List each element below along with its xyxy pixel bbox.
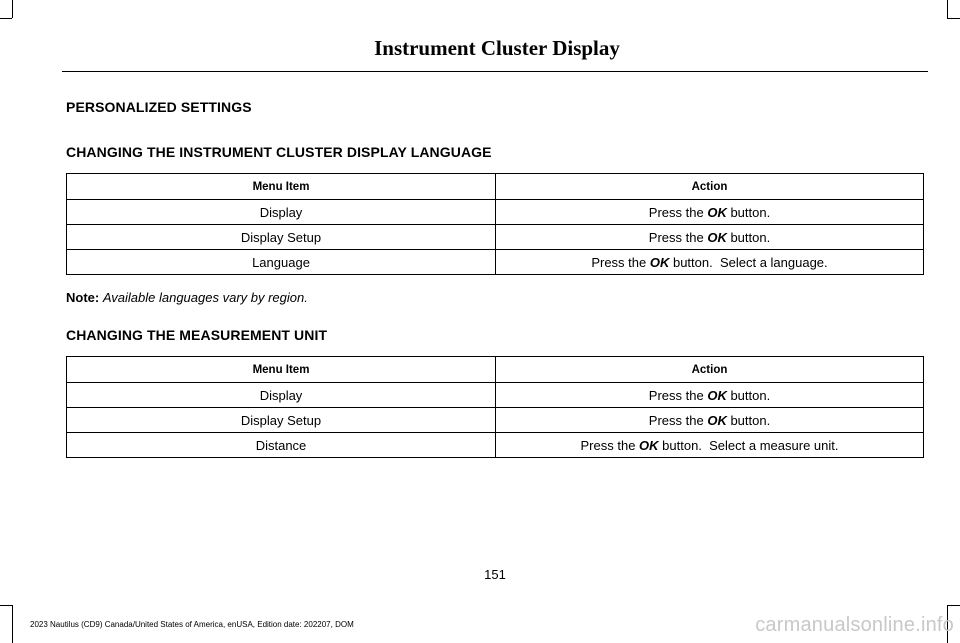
column-header: Menu Item xyxy=(67,357,496,383)
action-cell xyxy=(496,433,924,458)
page-header-title: Instrument Cluster Display xyxy=(374,36,620,60)
table-row xyxy=(67,383,924,408)
action-text-post: button. xyxy=(726,229,771,245)
table-row xyxy=(67,225,924,250)
ok-key-label: OK xyxy=(707,204,727,220)
action-text-pre: Press the xyxy=(648,412,708,428)
unit-table xyxy=(66,356,924,458)
footer-text: 2023 Nautilus (CD9) Canada/United States of America, enUSA, Edition date: 202207, DOM xyxy=(30,620,354,629)
column-header: Action xyxy=(496,174,924,200)
crop-mark-top-right-h xyxy=(947,18,960,19)
action-text-post: button. xyxy=(726,412,771,428)
unit-section-title: CHANGING THE MEASUREMENT UNIT xyxy=(66,327,328,343)
action-text-post: button. xyxy=(726,204,771,220)
crop-mark-bottom-left-h xyxy=(0,605,12,606)
language-table xyxy=(66,173,924,275)
action-cell xyxy=(496,225,924,250)
header-rule xyxy=(62,71,928,72)
ok-key-label: OK xyxy=(707,412,727,428)
action-text-pre: Press the xyxy=(648,229,708,245)
table-row xyxy=(67,408,924,433)
note-label: Note: xyxy=(66,290,100,305)
menu-item-cell: Display Setup xyxy=(67,408,496,433)
ok-key-label: OK xyxy=(707,387,727,403)
menu-item-cell: Language xyxy=(67,250,496,275)
menu-item-cell: Display xyxy=(67,200,496,225)
column-header: Action xyxy=(496,357,924,383)
note xyxy=(66,290,308,305)
ok-key-label: OK xyxy=(707,229,727,245)
action-text-post: button. Select a measure unit. xyxy=(658,437,839,453)
table-header-row xyxy=(67,174,924,200)
action-cell xyxy=(496,200,924,225)
menu-item-cell: Distance xyxy=(67,433,496,458)
action-text-pre: Press the xyxy=(580,437,640,453)
note-text: Available languages vary by region. xyxy=(102,290,308,305)
action-text-pre: Press the xyxy=(648,387,708,403)
crop-mark-top-right xyxy=(947,0,948,18)
menu-item-cell: Display xyxy=(67,383,496,408)
table-row xyxy=(67,433,924,458)
ok-key-label: OK xyxy=(649,254,670,270)
action-cell xyxy=(496,383,924,408)
menu-item-cell: Display Setup xyxy=(67,225,496,250)
action-text-post: button. xyxy=(726,387,771,403)
crop-mark-bottom-left xyxy=(12,605,13,643)
column-header: Menu Item xyxy=(67,174,496,200)
crop-mark-bottom-right-h xyxy=(947,605,960,606)
ok-key-label: OK xyxy=(639,437,659,453)
section-title: PERSONALIZED SETTINGS xyxy=(66,99,252,115)
action-cell xyxy=(496,408,924,433)
table-row xyxy=(67,200,924,225)
watermark: carmanualsonline.info xyxy=(755,614,954,636)
page-number: 151 xyxy=(484,567,506,582)
action-text-post: button. Select a language. xyxy=(669,254,828,270)
action-text-pre: Press the xyxy=(648,204,708,220)
crop-mark-top-left-h xyxy=(0,18,12,19)
crop-mark-top-left xyxy=(12,0,13,18)
action-cell xyxy=(496,250,924,275)
action-text-pre: Press the xyxy=(591,254,650,270)
table-header-row xyxy=(67,357,924,383)
table-row xyxy=(67,250,924,275)
language-section-title: CHANGING THE INSTRUMENT CLUSTER DISPLAY LANGUAGE xyxy=(66,144,492,160)
